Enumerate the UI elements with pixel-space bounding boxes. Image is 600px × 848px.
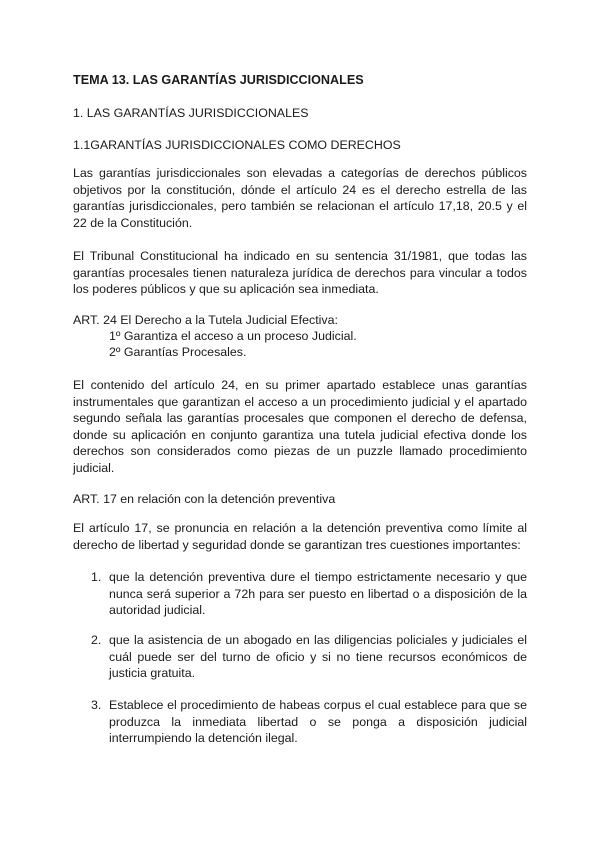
list-item: que la detención preventiva dure el tiempo estrictamente necesario y que nunca será superior a 72h para ser puesto en libertad o a disposición de la autoridad judicial. — [109, 570, 527, 617]
section-heading-1-1: 1.1GARANTÍAS JURISDICCIONALES COMO DERECHOS — [73, 138, 401, 152]
list-item-number: 2. — [91, 633, 102, 647]
list-item: Establece el procedimiento de habeas corpus el cual establece para que se produzca la inmediata libertad o se ponga a disposición judicial interrumpiendo la detención ilegal. — [109, 698, 527, 745]
list-item-number: 3. — [91, 698, 102, 712]
paragraph-articulo-17: El artículo 17, se pronuncia en relación a la detención preventiva como límite al derecho de libertad y seguridad donde se garantizan tres cuestiones importantes: — [73, 521, 527, 552]
art17-heading: ART. 17 en relación con la detención preventiva — [73, 492, 336, 506]
paragraph-garantias: Las garantías jurisdiccionales son elevadas a categorías de derechos públicos objetivos por la constitución, dónde el artículo 24 es el derecho estrella de las garantías jurisdiccionales, pero también se relacionan el artículo 17,18, 20.5 y el 22 de la Constitución. — [73, 166, 527, 230]
art24-item-2: 2º Garantías Procesales. — [109, 345, 247, 359]
document-title: TEMA 13. LAS GARANTÍAS JURISDICCIONALES — [73, 73, 364, 87]
art24-item-1: 1º Garantiza el acceso a un proceso Judicial. — [109, 329, 357, 343]
list-item-number: 1. — [91, 570, 102, 584]
list-item: que la asistencia de un abogado en las diligencias policiales y judiciales el cuál puede ser del turno de oficio y si no tiene recursos económicos de justicia gratuita. — [109, 633, 527, 680]
section-heading-1: 1. LAS GARANTÍAS JURISDICCIONALES — [73, 106, 309, 120]
art24-heading: ART. 24 El Derecho a la Tutela Judicial Efectiva: — [73, 313, 338, 327]
paragraph-contenido: El contenido del artículo 24, en su primer apartado establece unas garantías instrumentales que garantizan el acceso a un procedimiento judicial y el apartado segundo señala las garantías procesales que componen el derecho de defensa, donde su aplicación en conjunto garantiza una tutela judicial efectiva donde los derechos son considerados como piezas de un puzzle llamado procedimiento judicial. — [73, 378, 527, 475]
paragraph-tribunal: El Tribunal Constitucional ha indicado en su sentencia 31/1981, que todas las garantías procesales tienen naturaleza jurídica de derechos para vincular a todos los poderes públicos y que su aplicación sea inmediata. — [73, 249, 527, 296]
